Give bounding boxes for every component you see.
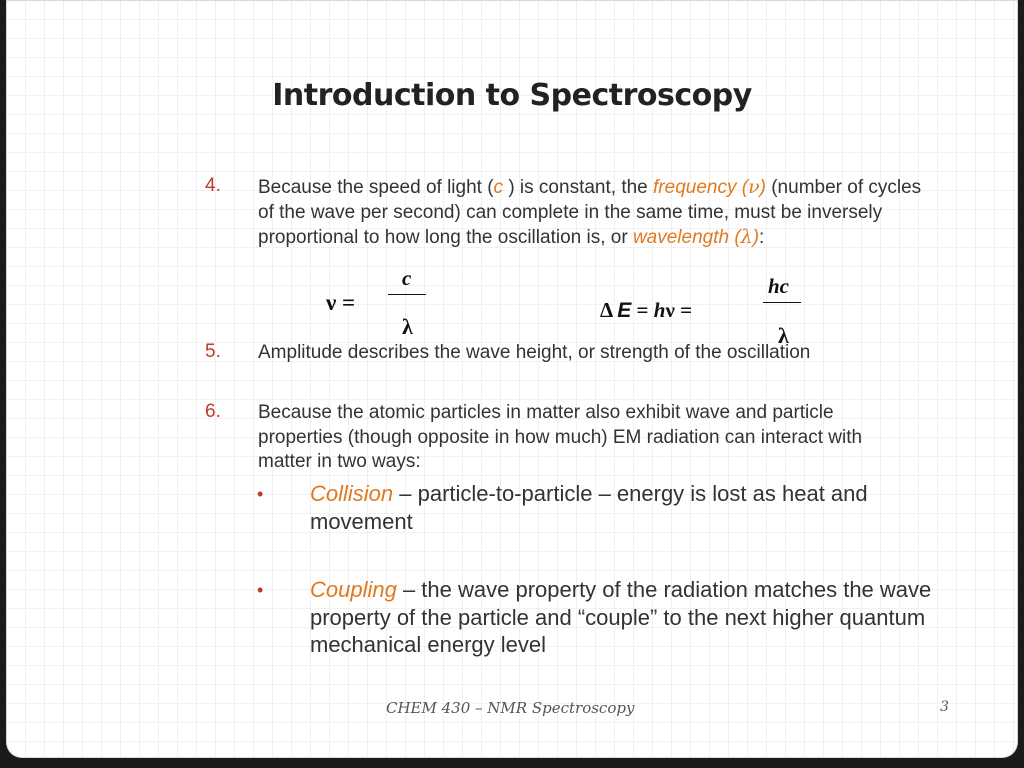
collision-text: – particle-to-particle – energy is lost as heat and movement (310, 481, 868, 534)
item-4-seg1: Because the speed of light ( (258, 177, 494, 198)
item-text-4 (258, 175, 938, 251)
item-4-colon: : (759, 227, 765, 248)
eq2-numerator: hc (768, 274, 789, 298)
bullet-dot-coupling: • (257, 580, 264, 600)
eq2-lhs: Δ E = hν = (600, 298, 693, 322)
item-4-seg2: ) is constant, the (503, 177, 654, 198)
item-number-5: 5. (205, 341, 221, 362)
item-4-seg3: (number of cycles of the wave per second) can complete in the same time, must be inversely proportional to how long the oscillation is, or (258, 177, 922, 248)
coupling-term: Coupling (310, 577, 397, 602)
wavelength-term: wavelength (λ) (632, 226, 760, 248)
item-text-5: Amplitude describes the wave height, or strength of the oscillation (258, 342, 811, 363)
eq1-denominator: λ (402, 314, 413, 339)
bullet-collision (310, 480, 940, 535)
item-text-6: Because the atomic particles in matter also exhibit wave and particle properties (though opposite in how much) EM radiation can interact with matter in two ways: (258, 402, 863, 472)
collision-term: Collision (310, 481, 394, 506)
bullet-coupling (310, 576, 940, 659)
item-number-6: 6. (205, 401, 221, 422)
footer-course: CHEM 430 – NMR Spectroscopy (386, 699, 635, 717)
item-number-4: 4. (205, 175, 221, 196)
eq1-fraction-bar (388, 294, 426, 295)
eq1-numerator: c (402, 266, 412, 290)
speed-symbol-c: c (493, 177, 504, 198)
slide-title: Introduction to Spectroscopy (272, 78, 752, 113)
eq1-lhs: ν = (326, 290, 356, 315)
eq2-fraction-bar (763, 302, 801, 303)
eq2-denominator: λ (778, 323, 789, 348)
coupling-text: – the wave property of the radiation matches the wave property of the particle and “couple” to the next higher quantum mechanical energy level (310, 577, 932, 657)
bullet-dot-collision: • (257, 484, 264, 504)
frequency-term: frequency (ν) (653, 176, 766, 198)
footer-page-number: 3 (940, 699, 949, 715)
